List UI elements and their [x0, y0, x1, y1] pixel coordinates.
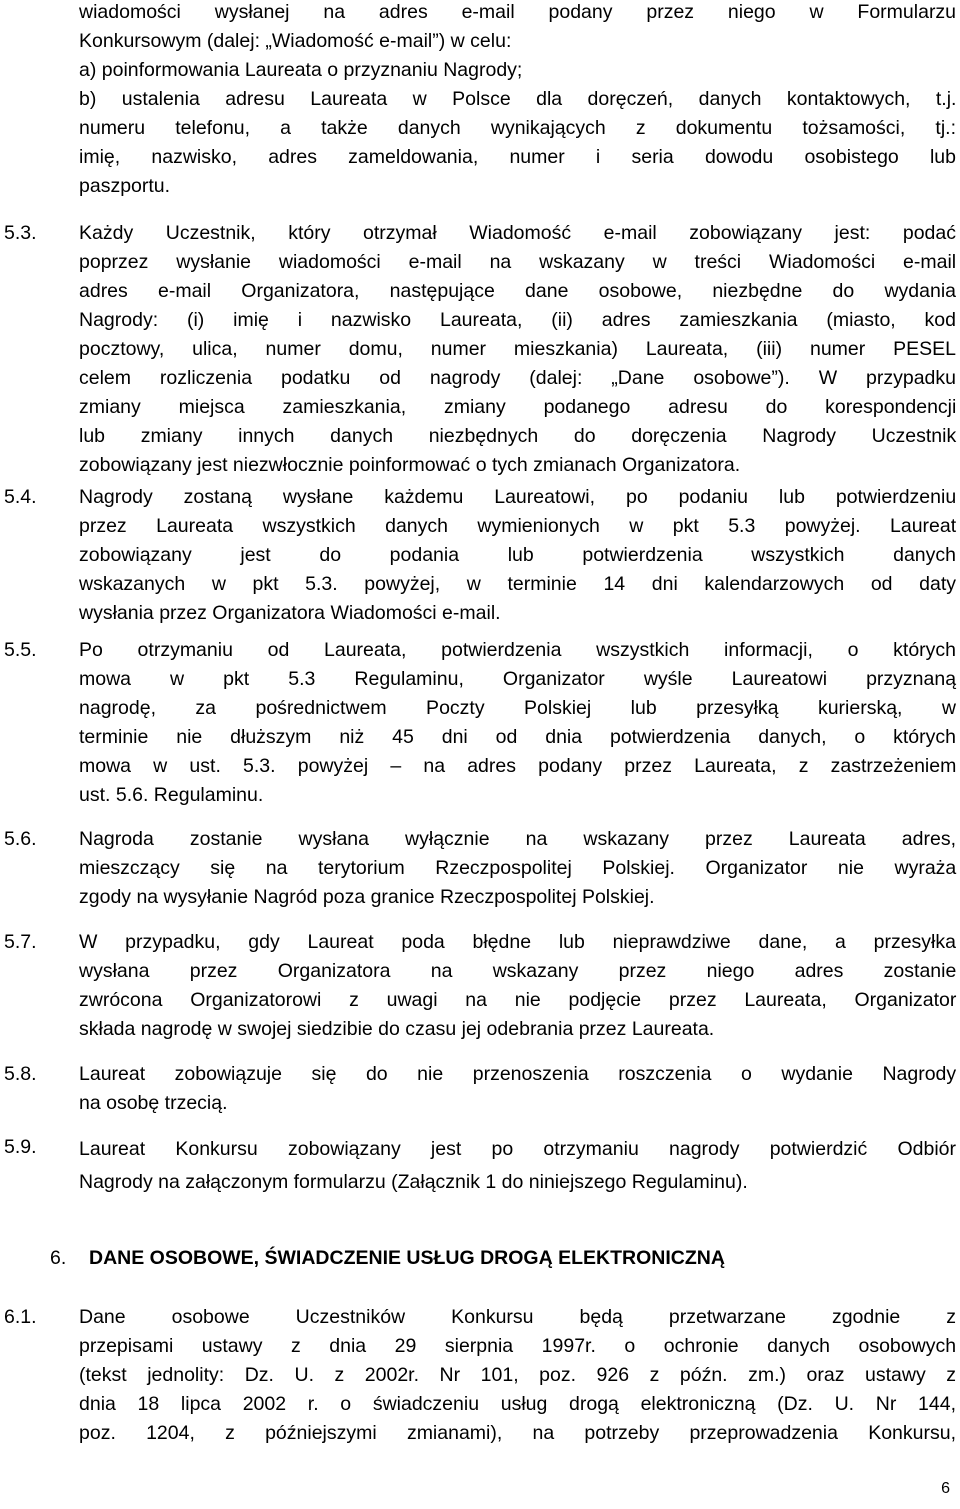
section-number: 5.4. — [4, 486, 37, 508]
section-text — [79, 1303, 956, 1448]
text-line: Dane osobowe Uczestników Konkursu będą przetwarzane zgodnie z — [79, 1306, 956, 1328]
text-line: wskazanych w pkt 5.3. powyżej, w terminie 14 dni kalendarzowych od daty — [79, 573, 956, 595]
section-text — [79, 928, 956, 1044]
text-line: W przypadku, gdy Laureat poda błędne lub nieprawdziwe dane, a przesyłka — [79, 931, 956, 953]
section-text — [79, 219, 956, 480]
section-number: 5.3. — [4, 222, 37, 244]
text-line: zwrócona Organizatorowi z uwagi na nie podjęcie przez Laureata, Organizator — [79, 989, 957, 1011]
text-line: lub zmiany innych danych niezbędnych do doręczenia Nagrody Uczestnik — [79, 425, 957, 447]
section-number: 5.8. — [4, 1063, 37, 1085]
text-line: mowa w ust. 5.3. powyżej – na adres podany przez Laureata, z zastrzeżeniem — [79, 755, 957, 777]
text-line: wysłana przez Organizatora na wskazany przez niego adres zostanie — [79, 960, 957, 982]
text-line: wysłania przez Organizatora Wiadomości e-mail. — [79, 602, 501, 624]
text-line: poz. 1204, z późniejszymi zmianami), na potrzeby przeprowadzenia Konkursu, — [79, 1422, 956, 1444]
section-text — [79, 825, 956, 912]
text-line: paszportu. — [79, 175, 171, 197]
text-line: mowa w pkt 5.3 Regulaminu, Organizator wyśle Laureatowi przyznaną — [79, 668, 957, 690]
text-line: ust. 5.6. Regulaminu. — [79, 784, 264, 806]
text-line: mieszczący się na terytorium Rzeczpospolitej Polskiej. Organizator nie wyraża — [79, 857, 957, 879]
text-line: Nagrody: (i) imię i nazwisko Laureata, (ii) adres zamieszkania (miasto, kod — [79, 309, 956, 331]
text-line: celem rozliczenia podatku od nagrody (dalej: „Dane osobowe”). W przypadku — [79, 367, 956, 389]
text-line: dnia 18 lipca 2002 r. o świadczeniu usług drogą elektroniczną (Dz. U. Nr 144, — [79, 1393, 956, 1415]
text-line: wiadomości wysłanej na adres e-mail podany przez niego w Formularzu — [79, 1, 957, 23]
text-line: Laureat Konkursu zobowiązany jest po otrzymaniu nagrody potwierdzić Odbiór — [79, 1138, 956, 1160]
text-line: imię, nazwisko, adres zameldowania, numer i seria dowodu osobistego lub — [79, 146, 956, 168]
section-number: 5.7. — [4, 931, 37, 953]
text-line: zmiany miejsca zamieszkania, zmiany podanego adresu do korespondencji — [79, 396, 957, 418]
intro-paragraph — [79, 0, 956, 201]
text-line: zobowiązany jest do podania lub potwierdzenia wszystkich danych — [79, 544, 956, 566]
text-line: b) ustalenia adresu Laureata w Polsce dla doręczeń, danych kontaktowych, t.j. — [79, 88, 957, 110]
text-line: numeru telefonu, a także danych wynikających z dokumentu tożsamości, tj.: — [79, 117, 956, 139]
text-line: a) poinformowania Laureata o przyznaniu Nagrody; — [79, 59, 523, 81]
text-line: poprzez wysłanie wiadomości e-mail na wskazany w treści Wiadomości e-mail — [79, 251, 957, 273]
text-line: adres e-mail Organizatora, następujące dane osobowe, niezbędne do wydania — [79, 280, 956, 302]
heading-title: DANE OSOBOWE, ŚWIADCZENIE USŁUG DROGĄ ELEKTRONICZNĄ — [89, 1247, 725, 1269]
text-line: przez Laureata wszystkich danych wymienionych w pkt 5.3 powyżej. Laureat — [79, 515, 957, 537]
text-line: Konkursowym (dalej: „Wiadomość e-mail”) w celu: — [79, 30, 512, 52]
text-line: Nagrody zostaną wysłane każdemu Laureatowi, po podaniu lub potwierdzeniu — [79, 486, 957, 508]
text-line: Każdy Uczestnik, który otrzymał Wiadomość e-mail zobowiązany jest: podać — [79, 222, 956, 244]
text-line: terminie nie dłuższym niż 45 dni od dnia potwierdzenia danych, o których — [79, 726, 956, 748]
section-text — [79, 1133, 956, 1199]
text-line: Nagrody na załączonym formularzu (Załącznik 1 do niniejszego Regulaminu). — [79, 1171, 748, 1193]
text-line: na osobę trzecią. — [79, 1092, 228, 1114]
text-line: pocztowy, ulica, numer domu, numer mieszkania) Laureata, (iii) numer PESEL — [79, 338, 956, 360]
text-line: składa nagrodę w swojej siedzibie do czasu jej odebrania przez Laureata. — [79, 1018, 715, 1040]
text-line: Po otrzymaniu od Laureata, potwierdzenia wszystkich informacji, o których — [79, 639, 956, 661]
section-number: 5.5. — [4, 639, 37, 661]
section-text — [79, 483, 956, 628]
heading-number: 6. — [50, 1247, 67, 1269]
section-text — [79, 1060, 956, 1118]
text-line: przepisami ustawy z dnia 29 sierpnia 1997r. o ochronie danych osobowych — [79, 1335, 957, 1357]
section-heading — [50, 1244, 725, 1273]
section-number: 6.1. — [4, 1306, 37, 1328]
text-line: Laureat zobowiązuje się do nie przenoszenia roszczenia o wydanie Nagrody — [79, 1063, 957, 1085]
page-number: 6 — [941, 1480, 950, 1497]
text-line: Nagroda zostanie wysłana wyłącznie na wskazany przez Laureata adres, — [79, 828, 956, 850]
section-text — [79, 636, 956, 810]
text-line: (tekst jednolity: Dz. U. z 2002r. Nr 101, poz. 926 z późn. zm.) oraz ustawy z — [79, 1364, 956, 1386]
text-line: nagrodę, za pośrednictwem Poczty Polskiej lub przesyłką kurierską, w — [79, 697, 956, 719]
section-number: 5.9. — [4, 1136, 37, 1158]
text-line: zgody na wysyłanie Nagród poza granice Rzeczpospolitej Polskiej. — [79, 886, 655, 908]
section-number: 5.6. — [4, 828, 37, 850]
text-line: zobowiązany jest niezwłocznie poinformować o tych zmianach Organizatora. — [79, 454, 741, 476]
